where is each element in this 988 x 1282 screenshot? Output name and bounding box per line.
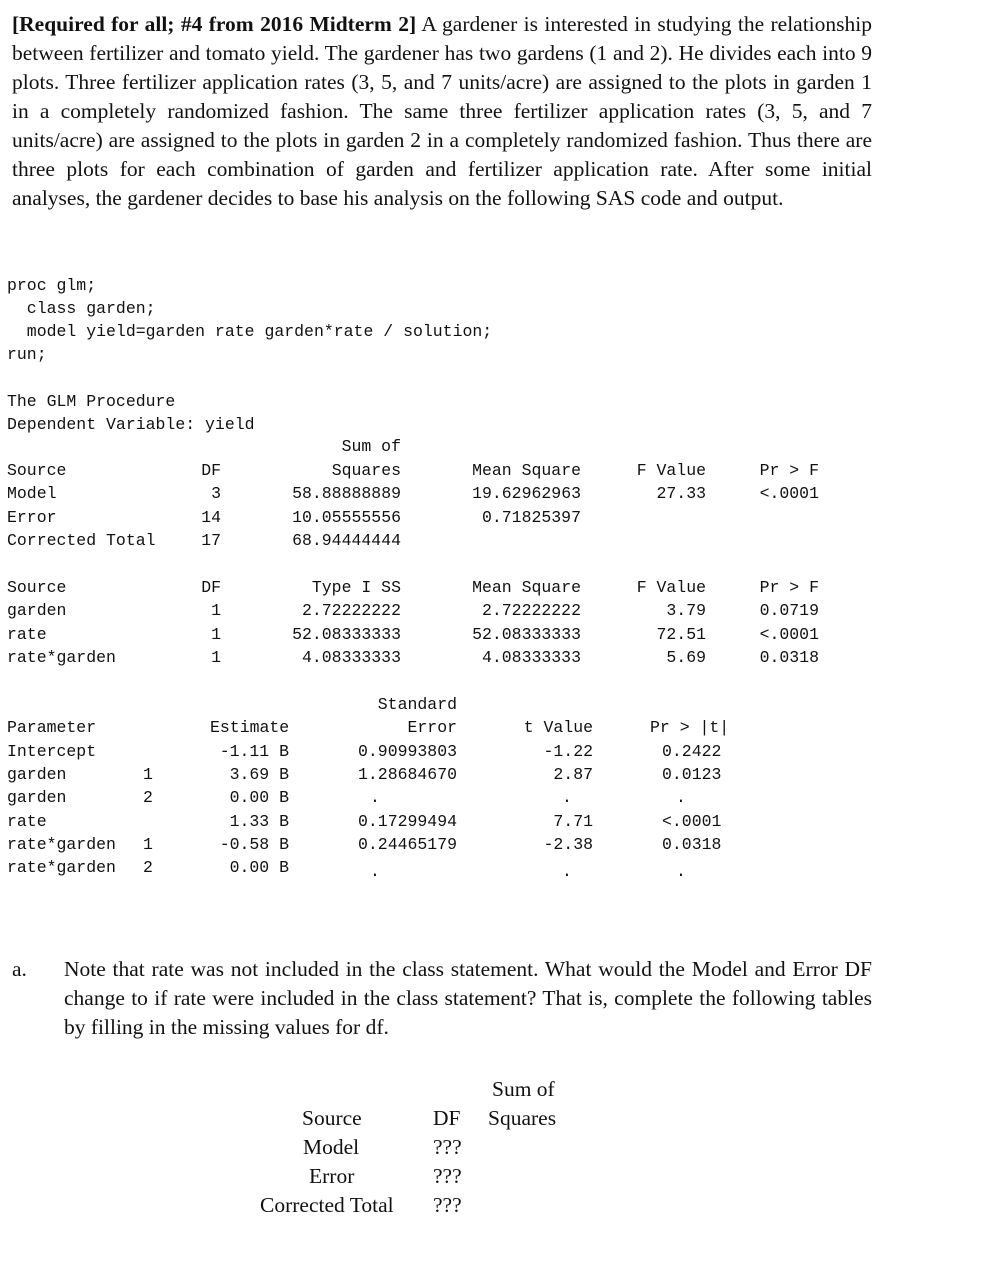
fill-header-sum-of: Sum of [492,1077,555,1101]
fill-row-error-df: ??? [433,1164,462,1188]
part-a-text: Note that rate was not included in the class statement. What would the Model and Error DF change to if rate were included in the class statement? That is, complete the following tables by filling in the missing values for df. [64,957,872,1039]
params-row-garden2-se: . [370,788,380,807]
type1-row-interaction-f: 5.69 [666,648,706,667]
anova-header-mean-square: Mean Square [472,461,581,480]
params-header-standard: Standard [377,695,457,714]
type1-row-garden-ss: 2.72222222 [301,601,401,620]
params-row-rategarden2-t: . [562,862,572,881]
params-row-rategarden2-level: 2 [143,858,153,877]
type1-row-garden-source: garden [7,601,67,620]
params-row-rategarden2-p: . [676,862,686,881]
problem-text: A gardener is interested in studying the relationship between fertilizer and tomato yield. The gardener has two gardens (1 and 2). He divides each into 9 plots. Three fertilizer application rates (3, 5, and 7 units/acre) are assigned to the plots in garden 1 in a completely randomized fashion. The same three fertilizer application rates (3, 5, and 7 units/acre) are assigned to the plots in garden 2 in a completely randomized fashion. Thus there are three plots for each combination of garden and fertilizer application rate. After some initial analyses, the gardener decides to base his analysis on the following SAS code and output. [12,12,873,210]
params-row-garden2-name: garden [7,788,67,807]
params-row-garden2-estimate: 0.00 B [229,788,289,807]
params-row-garden1-level: 1 [143,765,153,784]
params-row-rategarden1-level: 1 [143,835,153,854]
params-row-rategarden2-name: rate*garden [7,858,116,877]
anova-header-pr-f: Pr > F [759,461,819,480]
anova-row-error-source: Error [7,508,57,527]
type1-row-garden-f: 3.79 [666,601,706,620]
type1-header-f: F Value [636,578,706,597]
params-header-parameter: Parameter [7,718,97,737]
params-row-rate-p: <.0001 [662,812,722,831]
anova-row-model-f: 27.33 [656,484,706,503]
anova-row-model-ss: 58.88888889 [292,484,401,503]
anova-header-sum-of: Sum of [341,437,401,456]
params-header-estimate: Estimate [210,718,290,737]
fill-header-squares: Squares [488,1106,557,1130]
fill-row-total-df: ??? [433,1193,462,1217]
problem-heading: [Required for all; #4 from 2016 Midterm 2] [12,12,417,36]
type1-header-ms: Mean Square [472,578,581,597]
type1-header-source: Source [7,578,67,597]
anova-header-source: Source [7,461,67,480]
type1-row-interaction-source: rate*garden [7,648,116,667]
params-row-intercept-se: 0.90993803 [358,742,458,761]
type1-row-interaction-df: 1 [211,648,221,667]
anova-row-error-ss: 10.05555556 [292,508,401,527]
params-row-garden1-name: garden [7,765,67,784]
anova-row-error-ms: 0.71825397 [481,508,581,527]
type1-row-rate-p: <.0001 [759,625,819,644]
params-row-garden1-estimate: 3.69 B [229,765,289,784]
params-row-rategarden1-estimate: -0.58 B [219,835,289,854]
anova-header-squares: Squares [331,461,401,480]
params-row-garden1-p: 0.0123 [662,765,722,784]
anova-row-model-df: 3 [211,484,221,503]
params-row-rategarden1-p: 0.0318 [662,835,722,854]
params-row-rate-se: 0.17299494 [358,812,458,831]
params-row-rate-name: rate [7,812,47,831]
params-row-intercept-t: -1.22 [543,742,593,761]
anova-header-f-value: F Value [636,461,706,480]
type1-header-ss: Type I SS [311,578,401,597]
params-row-rate-t: 7.71 [553,812,593,831]
type1-row-interaction-p: 0.0318 [759,648,819,667]
params-header-error: Error [407,718,457,737]
params-row-rategarden2-estimate: 0.00 B [229,858,289,877]
anova-row-total-ss: 68.94444444 [292,531,401,550]
params-row-garden1-se: 1.28684670 [358,765,458,784]
problem-intro [12,10,872,213]
type1-row-garden-ms: 2.72222222 [481,601,581,620]
params-row-rategarden1-name: rate*garden [7,835,116,854]
params-row-garden2-t: . [562,788,572,807]
type1-row-rate-ms: 52.08333333 [472,625,581,644]
type1-row-rate-source: rate [7,625,47,644]
anova-row-model-ms: 19.62962963 [472,484,581,503]
type1-row-garden-p: 0.0719 [759,601,819,620]
params-row-rategarden2-se: . [370,862,380,881]
anova-row-total-source: Corrected Total [7,531,156,550]
sas-code: proc glm; class garden; model yield=garden rate garden*rate / solution; run; [7,276,493,364]
anova-row-error-df: 14 [201,508,221,527]
params-row-intercept-estimate: -1.11 B [219,742,289,761]
params-row-rate-estimate: 1.33 B [229,812,289,831]
type1-row-rate-df: 1 [211,625,221,644]
anova-row-total-df: 17 [201,531,221,550]
anova-header-df: DF [201,461,221,480]
glm-header: The GLM Procedure Dependent Variable: yield [7,392,255,434]
fill-row-total-label: Corrected Total [260,1193,394,1217]
type1-row-garden-df: 1 [211,601,221,620]
params-row-garden2-p: . [676,788,686,807]
type1-row-rate-ss: 52.08333333 [292,625,401,644]
params-row-garden2-level: 2 [143,788,153,807]
params-row-intercept-name: Intercept [7,742,97,761]
fill-row-error-label: Error [309,1164,355,1188]
fill-row-model-label: Model [303,1135,360,1159]
fill-header-df: DF [433,1106,461,1130]
type1-row-interaction-ss: 4.08333333 [301,648,401,667]
part-a-label: a. [12,957,27,981]
params-row-garden1-t: 2.87 [553,765,593,784]
type1-header-df: DF [201,578,221,597]
fill-header-source: Source [302,1106,362,1130]
params-header-pr-t: Pr > |t| [650,718,730,737]
fill-row-model-df: ??? [433,1135,462,1159]
type1-row-rate-f: 72.51 [656,625,706,644]
anova-row-model-p: <.0001 [759,484,819,503]
type1-row-interaction-ms: 4.08333333 [481,648,581,667]
params-row-intercept-p: 0.2422 [662,742,722,761]
anova-row-model-source: Model [7,484,57,503]
type1-header-p: Pr > F [759,578,819,597]
params-row-rategarden1-t: -2.38 [543,835,593,854]
params-header-t-value: t Value [523,718,593,737]
params-row-rategarden1-se: 0.24465179 [358,835,458,854]
